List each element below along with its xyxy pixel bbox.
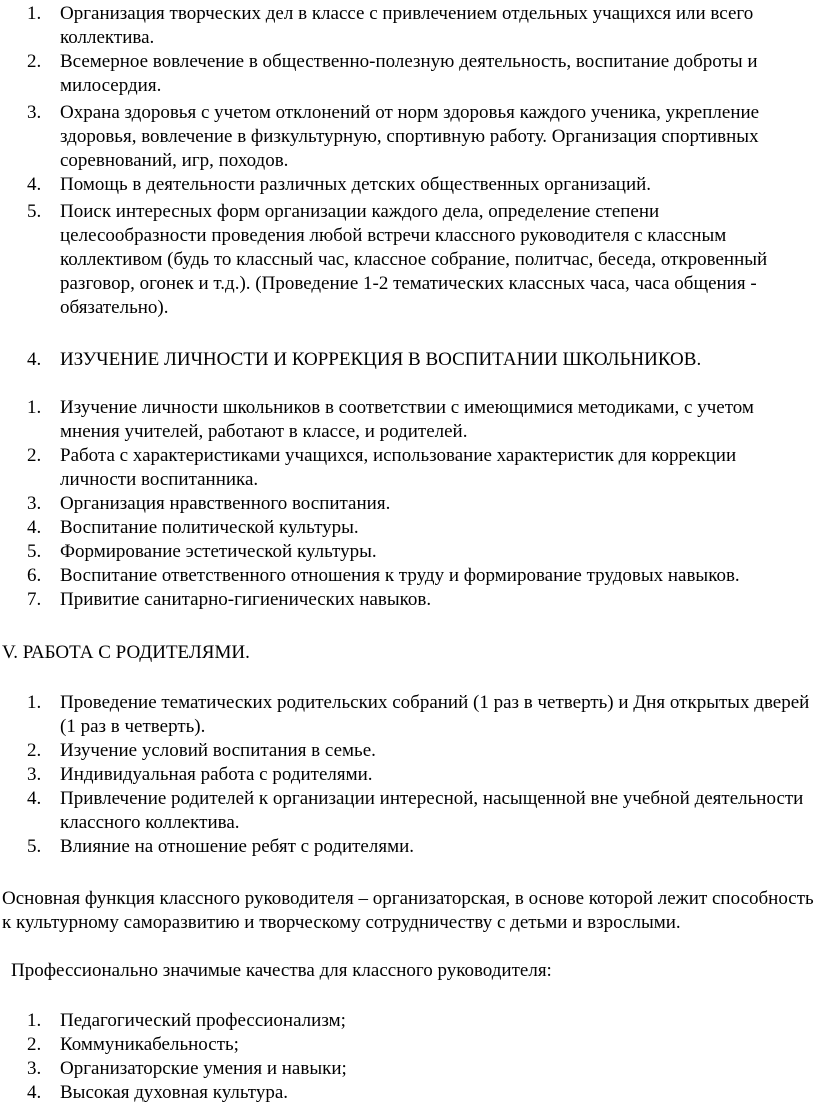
item-text: Проведение тематических родительских собраний (1 раз в четверть) и Дня открытых дверей (1 раз в четверть). [60,692,810,737]
item-number: 3. [27,102,42,123]
list-item [0,739,816,763]
item-number: 7. [27,589,42,610]
list-item [0,444,816,492]
item-number: 4. [27,1082,42,1103]
item-text: Воспитание ответственного отношения к труду и формирование трудовых навыков. [60,565,740,586]
list-item [0,492,816,516]
item-text: Изучение личности школьников в соответствии с имеющимися методиками, с учетом мнения учителей, работают в классе, и родителей. [60,397,754,442]
item-text: Изучение условий воспитания в семье. [60,740,376,761]
list-item [0,200,816,320]
item-number: 3. [27,764,42,785]
item-text: Всемерное вовлечение в общественно-полезную деятельность, воспитание доброты и милосердия. [60,51,758,96]
item-text: Поиск интересных форм организации каждого дела, определение степени целесообразности проведения любой встречи классного руководителя с классным коллективом (будь то классный час, классное собрание, политчас, беседа, откровенный разговор, огонек и т.д.). (Проведение 1-2 тематических классных часа, часа общения - обязательно). [60,201,768,318]
item-text: Коммуникабельность; [60,1034,239,1055]
item-text: Воспитание политической культуры. [60,517,359,538]
item-text: Работа с характеристиками учащихся, использование характеристик для коррекции личности воспитанника. [60,445,737,490]
section-heading-parents: V. РАБОТА С РОДИТЕЛЯМИ. [2,642,250,663]
item-number: 2. [27,51,42,72]
item-number: 4. [27,517,42,538]
qualities-list [0,1009,816,1105]
item-number: 5. [27,836,42,857]
item-number: 1. [27,692,42,713]
list-item [0,835,816,859]
list-item [0,540,816,564]
item-number: 2. [27,740,42,761]
item-text: Влияние на отношение ребят с родителями. [60,836,415,857]
list-item [0,763,816,787]
list-item [0,564,816,588]
item-number: 3. [27,1058,42,1079]
item-number: 6. [27,565,42,586]
list-item [0,1009,816,1033]
list-item [0,787,816,835]
list-item [0,691,816,739]
item-text: Высокая духовная культура. [60,1082,289,1103]
item-text: Охрана здоровья с учетом отклонений от норм здоровья каждого ученика, укрепление здоровья, вовлечение в физкультурную, спортивную работу. Организация спортивных соревнований, игр, походов. [60,102,760,171]
item-number: 1. [27,397,42,418]
heading-number: 4. [27,349,42,370]
item-number: 3. [27,493,42,514]
item-number: 5. [27,201,42,222]
list-item [0,1081,816,1105]
item-text: Организация нравственного воспитания. [60,493,391,514]
item-number: 1. [27,3,42,24]
item-text: Педагогический профессионализм; [60,1010,346,1031]
item-number: 5. [27,541,42,562]
list-item [0,516,816,540]
list-item [0,173,816,197]
item-text: Привитие санитарно-гигиенических навыков. [60,589,432,610]
parents-list [0,691,816,859]
main-function-paragraph: Основная функция классного руководителя – организаторская, в основе которой лежит способность к культурному саморазвитию и творческому сотрудничеству с детьми и взрослыми. [2,888,814,933]
list-item [0,396,816,444]
section-heading-personality [0,348,816,372]
item-number: 4. [27,788,42,809]
qualities-intro: Профессионально значимые качества для классного руководителя: [11,960,552,981]
item-text: Формирование эстетической культуры. [60,541,377,562]
item-number: 2. [27,445,42,466]
list-item [0,50,816,98]
item-number: 2. [27,1034,42,1055]
list-item [0,1033,816,1057]
heading-text: ИЗУЧЕНИЕ ЛИЧНОСТИ И КОРРЕКЦИЯ В ВОСПИТАНИИ ШКОЛЬНИКОВ. [60,349,702,370]
item-number: 4. [27,174,42,195]
item-number: 1. [27,1010,42,1031]
activities-list [0,2,816,320]
list-item [0,101,816,173]
item-text: Привлечение родителей к организации интересной, насыщенной вне учебной деятельности классного коллектива. [60,788,804,833]
item-text: Индивидуальная работа с родителями. [60,764,373,785]
list-item [0,2,816,50]
item-text: Помощь в деятельности различных детских общественных организаций. [60,174,652,195]
item-text: Организаторские умения и навыки; [60,1058,347,1079]
item-text: Организация творческих дел в классе с привлечением отдельных учащихся или всего коллектива. [60,3,754,48]
list-item [0,1057,816,1081]
list-item [0,588,816,612]
personality-list [0,396,816,612]
